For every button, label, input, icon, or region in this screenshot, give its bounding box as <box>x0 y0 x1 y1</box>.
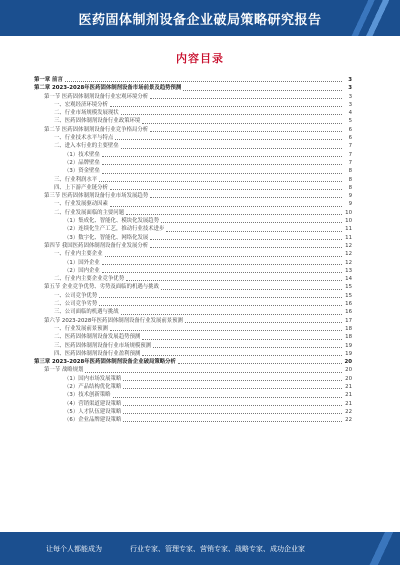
toc-entry-page: 19 <box>345 342 352 349</box>
toc-leader-dots <box>102 272 342 273</box>
toc-entry[interactable] <box>34 325 352 333</box>
toc-leader-dots <box>102 173 342 174</box>
toc-entry[interactable] <box>34 126 352 134</box>
toc-entry-title: 第二章 2023-2028年医药固体制剂设备市场前景及趋势预测 <box>34 85 182 92</box>
toc-entry-page: 17 <box>345 317 352 324</box>
toc-entry-page: 12 <box>345 259 352 266</box>
toc-entry-page: 13 <box>345 267 352 274</box>
toc-entry[interactable] <box>34 408 352 416</box>
toc-leader-dots <box>185 322 342 323</box>
toc-entry-page: 5 <box>348 118 352 125</box>
report-title: 医药固体制剂设备企业破局策略研究报告 <box>78 12 322 28</box>
toc-leader-dots <box>150 98 342 99</box>
toc-entry[interactable] <box>34 292 352 300</box>
toc-entry-page: 10 <box>345 218 352 225</box>
toc-leader-dots <box>110 206 342 207</box>
toc-leader-dots <box>126 214 342 215</box>
toc-entry[interactable] <box>34 234 352 242</box>
toc-entry-page: 9 <box>348 201 352 208</box>
toc-entry-title: 一、公司竞争优势 <box>54 292 98 299</box>
toc-entry-page: 3 <box>348 101 352 108</box>
footer-slogan-left: 让每个人都能成为 <box>46 544 102 553</box>
toc-heading: 内容目录 <box>176 52 224 65</box>
toc-entry-page: 11 <box>345 226 352 233</box>
toc-entry[interactable] <box>34 375 352 383</box>
toc-entry[interactable] <box>34 400 352 408</box>
toc-entry[interactable] <box>34 317 352 325</box>
toc-entry-page: 19 <box>345 350 352 357</box>
toc-entry-title: （6）企业品牌建设策略 <box>64 417 122 424</box>
toc-entry-page: 15 <box>345 284 352 291</box>
toc-leader-dots <box>110 189 342 190</box>
toc-entry-title: （2）连续化生产工艺，推动行业技术进步 <box>64 226 165 233</box>
toc-leader-dots <box>99 181 342 182</box>
toc-entry[interactable] <box>34 242 352 250</box>
toc-leader-dots <box>150 247 342 248</box>
header-decoration <box>336 0 400 36</box>
toc-entry[interactable] <box>34 176 352 184</box>
toc-leader-dots <box>123 380 342 381</box>
toc-leader-dots <box>113 397 342 398</box>
toc-entry[interactable] <box>34 200 352 208</box>
toc-entry-title: 三、行业利润水平 <box>54 176 98 183</box>
toc-leader-dots <box>123 413 342 414</box>
toc-entry-title: （3）技术创新策略 <box>64 392 111 399</box>
toc-entry-title: 四、医药固体制剂设备行业盈利预测 <box>54 350 141 357</box>
toc-entry-title: 二、进入本行业的主要壁垒 <box>54 143 119 150</box>
table-of-contents <box>34 76 352 424</box>
toc-entry-page: 20 <box>345 367 352 374</box>
toc-entry-page: 18 <box>345 334 352 341</box>
toc-entry-page: 16 <box>345 301 352 308</box>
toc-entry[interactable] <box>34 342 352 350</box>
toc-entry-page: 18 <box>345 325 352 332</box>
toc-entry-title: 第四节 我国医药固体制剂设备行业发展分析 <box>44 242 149 249</box>
toc-entry-title: 二、行业内主要企业竞争优势 <box>54 276 125 283</box>
toc-entry-page: 22 <box>345 417 352 424</box>
toc-entry-title: （1）国内市场发展策略 <box>64 375 122 382</box>
toc-entry[interactable] <box>34 358 352 366</box>
toc-leader-dots <box>105 256 342 257</box>
toc-leader-dots <box>150 131 342 132</box>
toc-entry-title: 二、医药固体制剂设备发展趋势预测 <box>54 334 141 341</box>
toc-entry-title: （2）产品结构优化策略 <box>64 383 122 390</box>
toc-leader-dots <box>123 421 342 422</box>
toc-entry[interactable] <box>34 275 352 283</box>
toc-leader-dots <box>178 363 342 364</box>
toc-entry-title: 第一节 战略规划 <box>44 367 84 374</box>
footer-slogan-right: 行业专家、管理专家、营销专家、战略专家、成功企业家 <box>130 544 305 553</box>
toc-entry-title: 三、公司面临的机遇与挑战 <box>54 309 119 316</box>
toc-leader-dots <box>142 355 342 356</box>
toc-entry-title: （5）人才队伍建设策略 <box>64 408 122 415</box>
toc-leader-dots <box>65 81 342 82</box>
toc-entry-title: 第五节 企业竞争优势、劣势及面临的机遇与挑战 <box>44 284 159 291</box>
toc-leader-dots <box>102 164 342 165</box>
toc-entry-page: 11 <box>345 234 352 241</box>
toc-entry-title: （2）国内企业 <box>64 267 100 274</box>
toc-entry[interactable] <box>34 383 352 391</box>
toc-leader-dots <box>99 305 342 306</box>
toc-entry-title: （1）技术壁垒 <box>64 151 100 158</box>
toc-entry-title: 第一节 医药固体制剂设备行业宏观环境分析 <box>44 93 149 100</box>
toc-leader-dots <box>142 123 342 124</box>
toc-entry-title: 一、宏观经济环境分析 <box>54 101 108 108</box>
toc-entry-title: 二、公司竞争劣势 <box>54 301 98 308</box>
toc-entry-page: 8 <box>348 176 352 183</box>
toc-entry[interactable] <box>34 101 352 109</box>
toc-entry-page: 7 <box>348 143 352 150</box>
toc-entry-title: 一、行业内主要企业 <box>54 251 103 258</box>
toc-leader-dots <box>121 314 342 315</box>
toc-leader-dots <box>85 372 342 373</box>
toc-leader-dots <box>183 90 342 91</box>
toc-entry-title: 一、行业发展驱动因素 <box>54 201 108 208</box>
toc-entry[interactable] <box>34 366 352 374</box>
toc-entry[interactable] <box>34 134 352 142</box>
toc-leader-dots <box>161 222 342 223</box>
toc-leader-dots <box>142 339 342 340</box>
toc-entry[interactable] <box>34 300 352 308</box>
toc-entry-title: （4）营销渠道建设策略 <box>64 400 122 407</box>
toc-entry[interactable] <box>34 117 352 125</box>
toc-entry-title: 第六节 2023-2028年医药固体制剂设备行业发展前景预测 <box>44 317 183 324</box>
toc-entry-title: 一、行业技术水平与特点 <box>54 135 114 142</box>
toc-entry-page: 21 <box>345 400 352 407</box>
toc-entry-page: 20 <box>345 375 352 382</box>
toc-leader-dots <box>121 148 342 149</box>
toc-entry-page: 8 <box>348 168 352 175</box>
toc-entry-title: 三、医药固体制剂设备行业政策环境 <box>54 118 141 125</box>
toc-entry-page: 3 <box>348 77 352 83</box>
toc-entry-page: 14 <box>345 276 352 283</box>
toc-leader-dots <box>102 264 342 265</box>
toc-entry-page: 6 <box>348 135 352 142</box>
toc-leader-dots <box>110 106 342 107</box>
footer-banner <box>0 532 400 565</box>
toc-leader-dots <box>121 114 342 115</box>
toc-entry[interactable] <box>34 333 352 341</box>
toc-leader-dots <box>123 388 342 389</box>
toc-entry[interactable] <box>34 308 352 316</box>
toc-leader-dots <box>150 239 342 240</box>
toc-entry[interactable] <box>34 76 352 84</box>
toc-entry[interactable] <box>34 84 352 92</box>
toc-entry[interactable] <box>34 267 352 275</box>
toc-entry[interactable] <box>34 350 352 358</box>
toc-leader-dots <box>153 347 342 348</box>
toc-entry-title: 第三章 2023-2028年医药固体制剂设备企业破局策略分析 <box>34 359 176 366</box>
toc-entry-page: 9 <box>348 193 352 200</box>
toc-entry-page: 7 <box>348 151 352 158</box>
toc-entry-page: 3 <box>348 85 352 92</box>
toc-entry-title: （3）资金壁垒 <box>64 168 100 175</box>
toc-leader-dots <box>99 297 342 298</box>
toc-entry[interactable] <box>34 184 352 192</box>
toc-entry[interactable] <box>34 109 352 117</box>
toc-entry-title: 二、行业发展面临的主要问题 <box>54 209 125 216</box>
toc-entry-page: 4 <box>348 110 352 117</box>
toc-entry-title: 四、上下游产业链分析 <box>54 184 108 191</box>
header-banner <box>0 0 400 36</box>
toc-entry-title: 第一章 前言 <box>34 77 63 83</box>
toc-entry-page: 15 <box>345 292 352 299</box>
toc-entry-title: （3）数字化、智能化、网络化发展 <box>64 234 149 241</box>
toc-entry-title: 一、行业发展前景预测 <box>54 325 108 332</box>
toc-leader-dots <box>166 231 342 232</box>
toc-entry-title: 第三节 医药固体制剂设备行业市场发展趋势 <box>44 193 149 200</box>
toc-entry-title: 三、医药固体制剂设备行业市场规模预测 <box>54 342 152 349</box>
toc-leader-dots <box>126 280 342 281</box>
toc-entry-title: 二、行业市场规模发展现状 <box>54 110 119 117</box>
toc-entry[interactable] <box>34 217 352 225</box>
toc-entry-page: 3 <box>348 93 352 100</box>
toc-entry-title: 第二节 医药固体制剂设备行业竞争格局分析 <box>44 126 149 133</box>
toc-entry-page: 7 <box>348 159 352 166</box>
toc-entry[interactable] <box>34 209 352 217</box>
toc-entry[interactable] <box>34 225 352 233</box>
toc-entry[interactable] <box>34 192 352 200</box>
toc-leader-dots <box>115 139 342 140</box>
toc-entry[interactable] <box>34 391 352 399</box>
toc-entry[interactable] <box>34 283 352 291</box>
toc-entry-title: （2）品牌壁垒 <box>64 159 100 166</box>
toc-entry-page: 8 <box>348 184 352 191</box>
toc-entry[interactable] <box>34 416 352 424</box>
toc-entry-page: 12 <box>345 242 352 249</box>
footer-decoration <box>360 532 400 565</box>
toc-entry[interactable] <box>34 151 352 159</box>
toc-entry-page: 21 <box>345 392 352 399</box>
toc-entry-title: （1）集成化、智能化、模块化发展趋势 <box>64 218 160 225</box>
toc-entry-page: 22 <box>345 408 352 415</box>
toc-leader-dots <box>161 289 342 290</box>
toc-entry-page: 16 <box>345 309 352 316</box>
toc-entry[interactable] <box>34 259 352 267</box>
toc-leader-dots <box>150 197 342 198</box>
toc-entry-page: 6 <box>348 126 352 133</box>
toc-entry[interactable] <box>34 159 352 167</box>
toc-leader-dots <box>102 156 342 157</box>
toc-entry[interactable] <box>34 93 352 101</box>
toc-entry-page: 21 <box>345 383 352 390</box>
toc-entry-page: 20 <box>344 359 352 366</box>
toc-entry[interactable] <box>34 167 352 175</box>
toc-entry-page: 12 <box>345 251 352 258</box>
toc-leader-dots <box>123 405 342 406</box>
toc-entry-title: （1）国外企业 <box>64 259 100 266</box>
toc-entry-page: 10 <box>345 209 352 216</box>
toc-leader-dots <box>110 330 342 331</box>
toc-entry[interactable] <box>34 142 352 150</box>
toc-entry[interactable] <box>34 250 352 258</box>
